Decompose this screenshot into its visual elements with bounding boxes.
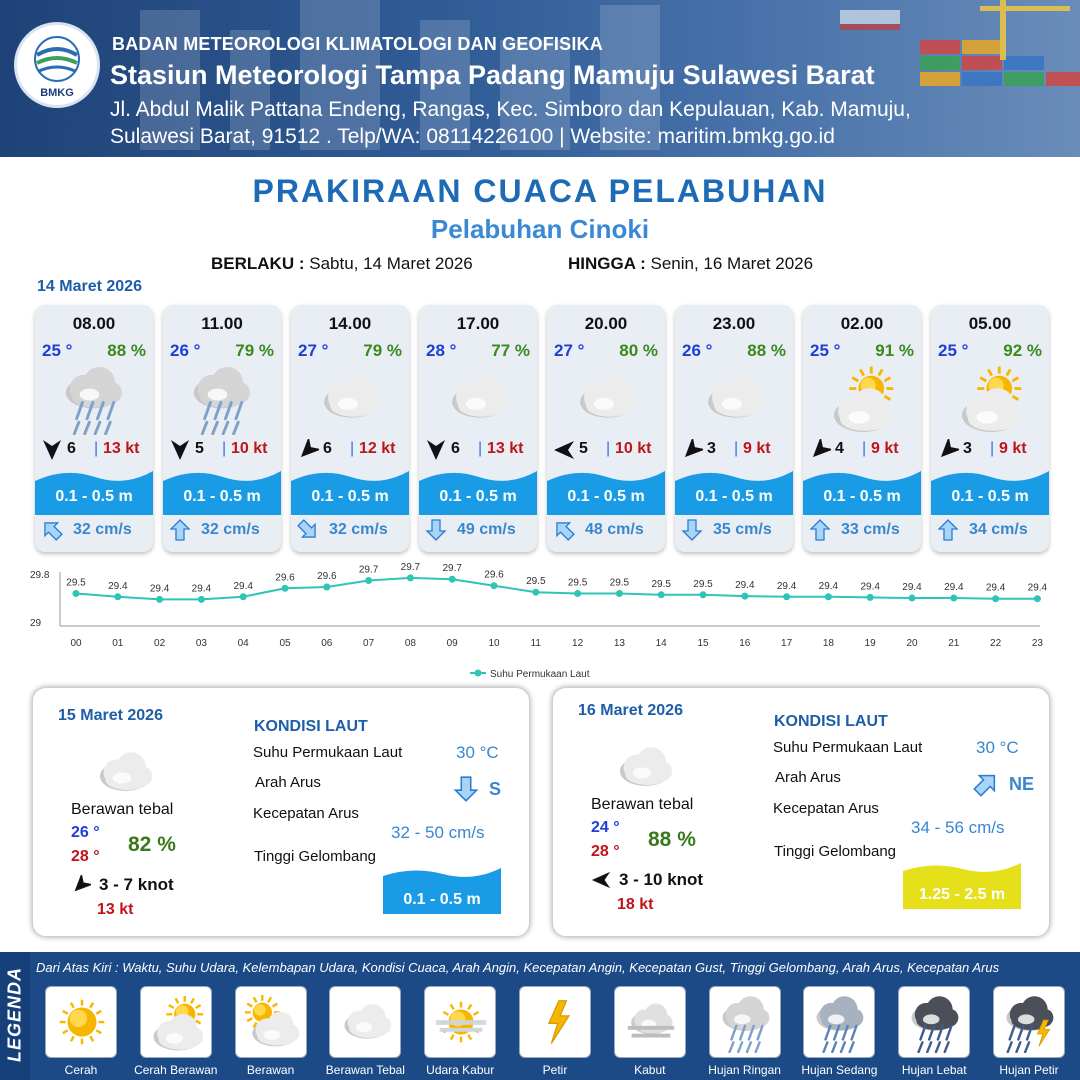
current-direction-icon [453,776,479,802]
wave-height-label: Tinggi Gelombang [774,843,897,860]
berawan-tebal-icon [566,363,646,435]
x-tick-label: 02 [154,638,166,649]
forecast-temperature: 25 ° [810,341,841,360]
forecast-temperature: 27 ° [298,341,329,360]
forecast-humidity: 77 % [491,341,530,360]
sea-condition-heading: KONDISI LAUT [774,713,888,730]
current-direction-icon [809,519,831,541]
legend-side-label [0,952,30,1080]
legend-marker [475,670,482,677]
sst-line [76,578,1037,599]
sst-data-label: 29.5 [66,577,86,589]
sst-data-label: 29.5 [693,578,713,590]
sst-data-label: 29.4 [776,580,797,592]
agency-name: BADAN METEOROLOGI KLIMATOLOGI DAN GEOFISIKA [112,34,603,54]
hujan-ringan-icon [54,363,134,435]
x-tick-label: 06 [321,638,333,649]
forecast-card [419,305,537,552]
legend-item-label: Kabut [634,1063,666,1077]
forecast-wind [41,439,147,461]
forecast-wind [553,439,659,461]
current-direction-icon [169,519,191,541]
wind-gust: 10 kt [231,440,268,457]
page-subtitle: Pelabuhan Cinoki [430,214,650,244]
hujan-petir-icon [1000,993,1060,1053]
x-tick-label: 08 [404,638,416,649]
x-tick-label: 05 [279,638,291,649]
wind-direction-icon [937,439,959,461]
daily-date: 15 Maret 2026 [58,707,163,724]
sst-data-label: 29.5 [567,577,588,589]
berawan-tebal-icon [611,735,677,789]
sst-data-label: 29.4 [902,582,922,594]
forecast-humidity: 88 % [747,341,786,360]
wave-height: 0.1 - 0.5 m [567,488,645,505]
forecast-card [291,305,409,552]
daily-wave-height: 1.25 - 2.5 m [918,886,1006,903]
legend-title: LEGENDA [4,967,25,1063]
wind-separator: | [990,440,995,457]
sst-point [616,590,623,597]
wind-speed: 5 [579,440,588,457]
sst-data-label: 29.6 [317,571,337,582]
udara-kabur-icon [431,993,491,1053]
sst-data-label: 29.4 [985,582,1006,594]
wave-height: 0.1 - 0.5 m [311,488,389,505]
cerah-berawan-icon [822,363,902,435]
current-speed: 32 cm/s [201,521,260,538]
forecast-card [803,305,921,552]
current-direction-icon [937,519,959,541]
current-direction-label: Arah Arus [775,769,841,786]
header-banner [0,0,1080,157]
current-direction-icon [553,519,575,541]
legend-description: Dari Atas Kiri : Waktu, Suhu Udara, Kelembapan Udara, Kondisi Cuaca, Arah Angin, Kecepatan Angin, Kecepatan Gust, Tinggi Gelombang, Arah Arus, Kecepatan Arus [36,960,1000,975]
forecast-time: 23.00 [712,314,756,333]
x-tick-label: 10 [488,638,500,649]
sst-point [1034,595,1041,602]
wind-direction-icon [71,875,91,895]
daily-temp-max: 28 ° [71,848,100,865]
current-speed: 49 cm/s [457,521,516,538]
wind-speed: 6 [323,440,332,457]
wave-height: 0.1 - 0.5 m [55,488,133,505]
wind-speed: 3 [963,440,972,457]
daily-condition: Berawan tebal [71,801,174,818]
forecast-time: 17.00 [456,314,500,333]
x-tick-label: 04 [237,638,249,649]
forecast-humidity: 88 % [107,341,146,360]
x-tick-label: 23 [1031,638,1043,649]
forecast-temperature: 25 ° [42,341,73,360]
daily-wave-height: 0.1 - 0.5 m [403,891,481,908]
legend-item-label: Berawan [246,1063,295,1077]
daily-condition: Berawan tebal [591,796,694,813]
legend-item [803,986,875,1058]
wind-direction-icon [425,439,447,461]
sst-point [156,596,163,603]
wave-height-label: Tinggi Gelombang [254,848,377,865]
current-direction-icon [425,519,447,541]
forecast-time: 20.00 [584,314,628,333]
sst-point [574,590,581,597]
sea-condition-heading: KONDISI LAUT [254,718,368,735]
x-tick-label: 07 [363,638,375,649]
legend-item-label: Cerah [64,1063,98,1077]
wind-direction-icon [169,439,191,461]
forecast-card [35,305,153,552]
current-direction-value: S [489,779,502,799]
wind-direction-icon [41,439,63,461]
forecast-temperature: 26 ° [170,341,201,360]
x-tick-label: 20 [906,638,918,649]
sst-point [741,593,748,600]
sst-point [909,595,916,602]
current-speed-label: Kecepatan Arus [773,800,879,817]
wind-direction-icon [553,439,575,461]
station-address-line1: Jl. Abdul Malik Pattana Endeng, Rangas, Kec. Simboro dan Kepulauan, Kab. Mamuju, [110,98,911,121]
wind-gust: 13 kt [103,440,140,457]
wind-direction-icon [681,439,703,461]
sst-data-label: 29.6 [275,572,295,584]
forecast-time: 02.00 [840,314,884,333]
legend-item [235,986,307,1058]
sst-data-label: 29.4 [944,582,964,594]
sst-point [491,582,498,589]
sst-point [658,591,665,598]
legend-item [424,986,496,1058]
daily-temp-max: 28 ° [591,843,620,860]
sst-data-label: 29.4 [735,580,755,592]
legend-item-label: Hujan Ringan [708,1063,781,1077]
forecast-wind [681,439,787,461]
sst-label: Suhu Permukaan Laut [253,744,403,761]
x-tick-label: 01 [112,638,124,649]
daily-humidity: 82 % [128,833,176,856]
berawan-tebal-icon [310,363,390,435]
wind-separator: | [606,440,611,457]
forecast-temperature: 25 ° [938,341,969,360]
current-speed-label: Kecepatan Arus [253,805,359,822]
sst-point [783,593,790,600]
sst-data-label: 29.5 [651,578,671,590]
sst-data-label: 29.4 [149,583,170,595]
daily-gust: 18 kt [617,896,654,913]
x-tick-label: 14 [655,638,667,649]
wave-height: 0.1 - 0.5 m [951,488,1029,505]
current-direction-icon [681,519,703,541]
x-tick-label: 22 [990,638,1002,649]
current-speed: 33 cm/s [841,521,900,538]
daily-temp-min: 24 ° [591,819,620,836]
wind-direction-icon [809,439,831,461]
forecast-time: 05.00 [968,314,1012,333]
petir-icon [526,993,586,1053]
wind-speed: 4 [835,440,844,457]
x-tick-label: 15 [697,638,709,649]
wind-separator: | [734,440,739,457]
daily-temp-min: 26 ° [71,824,100,841]
wave-height: 0.1 - 0.5 m [823,488,901,505]
page-title: PRAKIRAAN CUACA PELABUHAN [252,173,828,209]
current-direction-icon [973,771,999,797]
current-speed-value: 32 - 50 cm/s [391,823,485,842]
sst-data-label: 29.4 [1027,582,1048,594]
forecast-wind [937,439,1043,461]
cerah-berawan-icon [950,363,1030,435]
sst-point [240,593,247,600]
forecast-wind [425,439,531,461]
forecast-humidity: 79 % [363,341,402,360]
forecast-humidity: 79 % [235,341,274,360]
y-tick-label: 29 [30,618,42,629]
valid-from [211,254,473,274]
sst-point [867,594,874,601]
wind-gust: 9 kt [999,440,1027,457]
current-direction-value: NE [1009,774,1035,794]
forecast-humidity: 80 % [619,341,658,360]
wind-speed: 5 [195,440,204,457]
current-speed: 48 cm/s [585,521,644,538]
hujan-ringan-icon [182,363,262,435]
wave-height: 0.1 - 0.5 m [439,488,517,505]
sst-data-label: 29.4 [108,580,128,592]
sst-point [449,576,456,583]
valid-from-label: BERLAKU : [211,254,305,273]
wave-height: 0.1 - 0.5 m [183,488,261,505]
wind-gust: 9 kt [743,440,771,457]
sst-point [73,590,80,597]
sst-point [825,593,832,600]
valid-to [568,254,813,274]
hujan-sedang-icon [810,993,870,1053]
forecast-time: 08.00 [72,314,116,333]
wind-speed: 3 [707,440,716,457]
x-tick-label: 00 [70,638,82,649]
forecast-time: 11.00 [201,314,243,333]
daily-gust: 13 kt [97,901,134,918]
legend-item [614,986,686,1058]
station-name: Stasiun Meteorologi Tampa Padang Mamuju Sulawesi Barat [110,60,875,90]
sst-value: 30 °C [456,743,499,762]
sst-point [282,585,289,592]
y-tick-label: 29.8 [30,570,50,581]
legend-item-label: Cerah Berawan [134,1063,218,1077]
legend-item-label: Berawan Tebal [325,1063,405,1077]
sst-data-label: 29.6 [484,569,504,581]
valid-to-value: Senin, 16 Maret 2026 [650,254,814,273]
sst-point [114,593,121,600]
sst-data-label: 29.4 [233,580,253,592]
x-tick-label: 21 [948,638,960,649]
current-direction-icon [41,519,63,541]
daily-panel [552,687,1050,937]
wind-speed: 6 [451,440,460,457]
sst-point [950,595,957,602]
logo-text: BMKG [40,87,74,99]
current-speed: 35 cm/s [713,521,772,538]
forecast-temperature: 27 ° [554,341,585,360]
daily-panel [32,687,530,937]
bmkg-logo [14,22,100,108]
forecast-humidity: 91 % [875,341,914,360]
daily-wind: 3 - 7 knot [99,875,174,894]
wind-direction-icon [591,870,611,890]
berawan-tebal-icon [91,740,157,794]
current-speed: 34 cm/s [969,521,1028,538]
current-speed: 32 cm/s [329,521,388,538]
forecast-card [547,305,665,552]
sst-point [700,591,707,598]
forecast-card [675,305,793,552]
legend-item [993,986,1065,1058]
berawan-tebal-icon [694,363,774,435]
legend-item-label: Hujan Petir [999,1063,1059,1077]
x-tick-label: 11 [530,638,541,649]
x-tick-label: 16 [739,638,751,649]
sst-point [992,595,999,602]
sst-data-label: 29.4 [818,580,839,592]
current-speed-value: 34 - 56 cm/s [911,818,1005,837]
forecast-humidity: 92 % [1003,341,1042,360]
cerah-berawan-icon [147,993,207,1053]
wind-separator: | [478,440,483,457]
sst-point [532,589,539,596]
x-tick-label: 18 [822,638,834,649]
valid-from-value: Sabtu, 14 Maret 2026 [309,254,473,273]
wind-speed: 6 [67,440,76,457]
legend-item-label: Hujan Sedang [801,1063,878,1077]
sst-point [407,574,414,581]
legend-item-label: Hujan Lebat [901,1063,967,1077]
x-tick-label: 19 [864,638,876,649]
kabut-icon [621,993,681,1053]
sst-point [365,577,372,584]
daily-humidity: 88 % [648,828,696,851]
legend-item [898,986,970,1058]
wind-gust: 10 kt [615,440,652,457]
x-tick-label: 13 [613,638,625,649]
forecast-temperature: 28 ° [426,341,457,360]
sst-data-label: 29.5 [526,576,546,588]
station-address-line2: Sulawesi Barat, 91512 . Telp/WA: 08114226100 | Website: maritim.bmkg.go.id [110,125,835,148]
forecast-time: 14.00 [328,314,372,333]
current-direction-label: Arah Arus [255,774,321,791]
wind-gust: 9 kt [871,440,899,457]
chart-legend-label: Suhu Permukaan Laut [490,669,590,680]
hujan-ringan-icon [716,993,776,1053]
sst-point [198,596,205,603]
legend-item-label: Petir [542,1063,568,1077]
hujan-lebat-icon [905,993,965,1053]
sst-data-label: 29.4 [860,581,880,593]
forecast-card [931,305,1049,552]
sst-data-label: 29.7 [400,561,421,573]
sst-data-label: 29.4 [191,583,212,595]
wind-separator: | [862,440,867,457]
wind-separator: | [94,440,99,457]
legend-item [329,986,401,1058]
sea-surface-temperature-chart [30,560,1060,690]
legend-item [519,986,591,1058]
x-tick-label: 12 [572,638,584,649]
day1-date-label: 14 Maret 2026 [37,278,142,295]
sst-data-label: 29.7 [358,564,379,576]
sst-data-label: 29.7 [442,563,462,575]
sst-value: 30 °C [976,738,1019,757]
wave-height: 0.1 - 0.5 m [695,488,773,505]
daily-wind: 3 - 10 knot [619,870,704,889]
forecast-temperature: 26 ° [682,341,713,360]
wind-direction-icon [297,439,319,461]
wind-separator: | [350,440,355,457]
forecast-wind [809,439,915,461]
current-speed: 32 cm/s [73,521,132,538]
forecast-wind [297,439,403,461]
cerah-icon [52,993,112,1053]
berawan-tebal-icon [438,363,518,435]
daily-date: 16 Maret 2026 [578,702,683,719]
legend-item [709,986,781,1058]
berawan-tebal-icon [336,993,396,1053]
sst-point [323,584,330,591]
berawan-icon [242,993,302,1053]
sst-data-label: 29.5 [609,577,630,589]
forecast-card [163,305,281,552]
x-tick-label: 09 [446,638,458,649]
valid-to-label: HINGGA : [568,254,646,273]
legend-item [140,986,212,1058]
current-direction-icon [297,519,319,541]
x-tick-label: 17 [781,638,793,649]
forecast-wind [169,439,275,461]
legend-item [45,986,117,1058]
wind-gust: 13 kt [487,440,524,457]
x-tick-label: 03 [195,638,207,649]
wind-gust: 12 kt [359,440,396,457]
wind-separator: | [222,440,227,457]
legend-item-label: Udara Kabur [426,1063,495,1077]
sst-label: Suhu Permukaan Laut [773,739,923,756]
